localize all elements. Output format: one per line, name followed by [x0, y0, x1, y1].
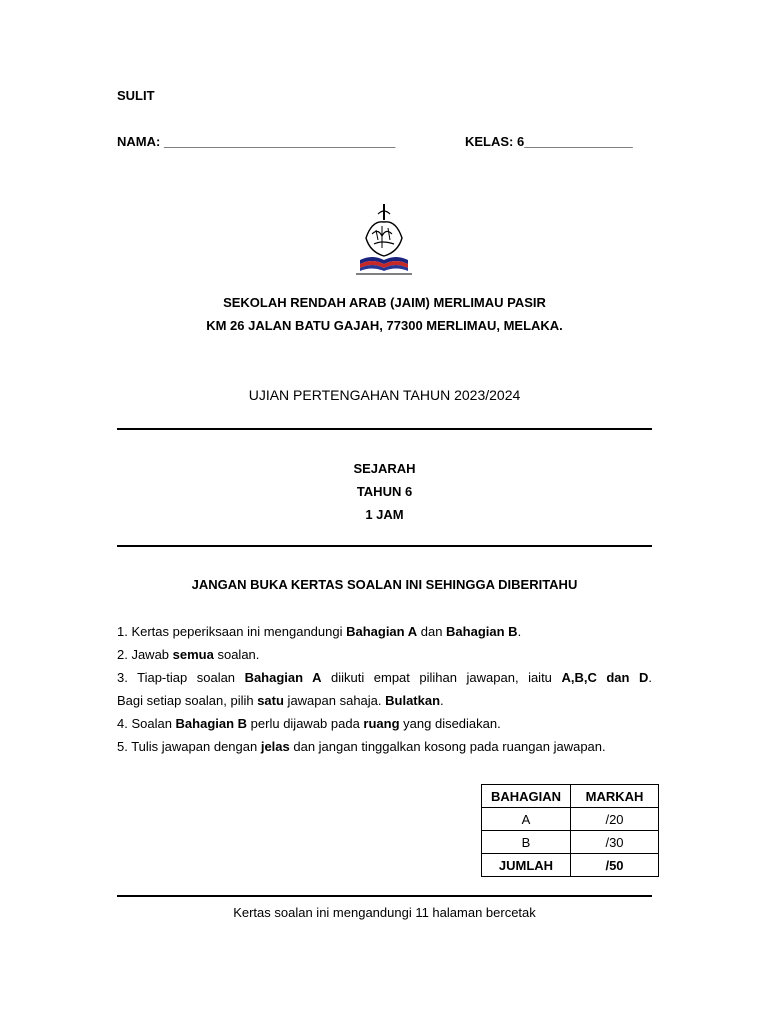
- school-logo: [352, 200, 416, 282]
- instruction-4: 4. Soalan Bahagian B perlu dijawab pada ruang yang disediakan.: [117, 716, 501, 731]
- table-cell: B: [482, 831, 571, 854]
- page-count-footer: Kertas soalan ini mengandungi 11 halaman bercetak: [233, 905, 536, 920]
- divider-top: [117, 428, 652, 430]
- table-total-row: [482, 854, 659, 877]
- exam-subject: SEJARAH: [353, 461, 416, 476]
- table-cell: /50: [571, 854, 659, 877]
- table-row: [482, 831, 659, 854]
- school-name: SEKOLAH RENDAH ARAB (JAIM) MERLIMAU PASIR: [223, 295, 546, 310]
- instructions: [117, 620, 652, 758]
- confidential-label: SULIT: [117, 88, 155, 103]
- school-address: KM 26 JALAN BATU GAJAH, 77300 MERLIMAU, MELAKA.: [206, 318, 563, 333]
- instruction-1: 1. Kertas peperiksaan ini mengandungi Bahagian A dan Bahagian B.: [117, 624, 522, 639]
- divider-bottom: [117, 895, 652, 897]
- table-header: BAHAGIAN: [482, 785, 571, 808]
- table-cell: /20: [571, 808, 659, 831]
- table-cell: JUMLAH: [482, 854, 571, 877]
- exam-title: UJIAN PERTENGAHAN TAHUN 2023/2024: [248, 387, 521, 403]
- marks-table: [481, 784, 659, 877]
- table-cell: /30: [571, 831, 659, 854]
- divider-middle: [117, 545, 652, 547]
- warning-text: JANGAN BUKA KERTAS SOALAN INI SEHINGGA DIBERITAHU: [191, 577, 578, 592]
- class-field[interactable]: [465, 134, 633, 149]
- class-label: KELAS: 6: [465, 134, 525, 149]
- instruction-5: 5. Tulis jawapan dengan jelas dan jangan tinggalkan kosong pada ruangan jawapan.: [117, 739, 606, 754]
- exam-year: TAHUN 6: [356, 484, 413, 499]
- name-field[interactable]: [117, 134, 395, 149]
- instruction-2: 2. Jawab semua soalan.: [117, 647, 260, 662]
- table-row: [482, 808, 659, 831]
- table-header-row: [482, 785, 659, 808]
- table-header: MARKAH: [571, 785, 659, 808]
- instruction-3-cont: Bagi setiap soalan, pilih satu jawapan sahaja. Bulatkan.: [117, 693, 444, 708]
- exam-duration: 1 JAM: [365, 507, 404, 522]
- name-blank: ________________________________: [163, 134, 396, 149]
- class-blank: _______________: [524, 134, 633, 149]
- name-label: NAMA:: [117, 134, 161, 149]
- table-cell: A: [482, 808, 571, 831]
- instruction-3: 3. Tiap-tiap soalan Bahagian A diikuti empat pilihan jawapan, iaitu A,B,C dan D.: [117, 670, 652, 685]
